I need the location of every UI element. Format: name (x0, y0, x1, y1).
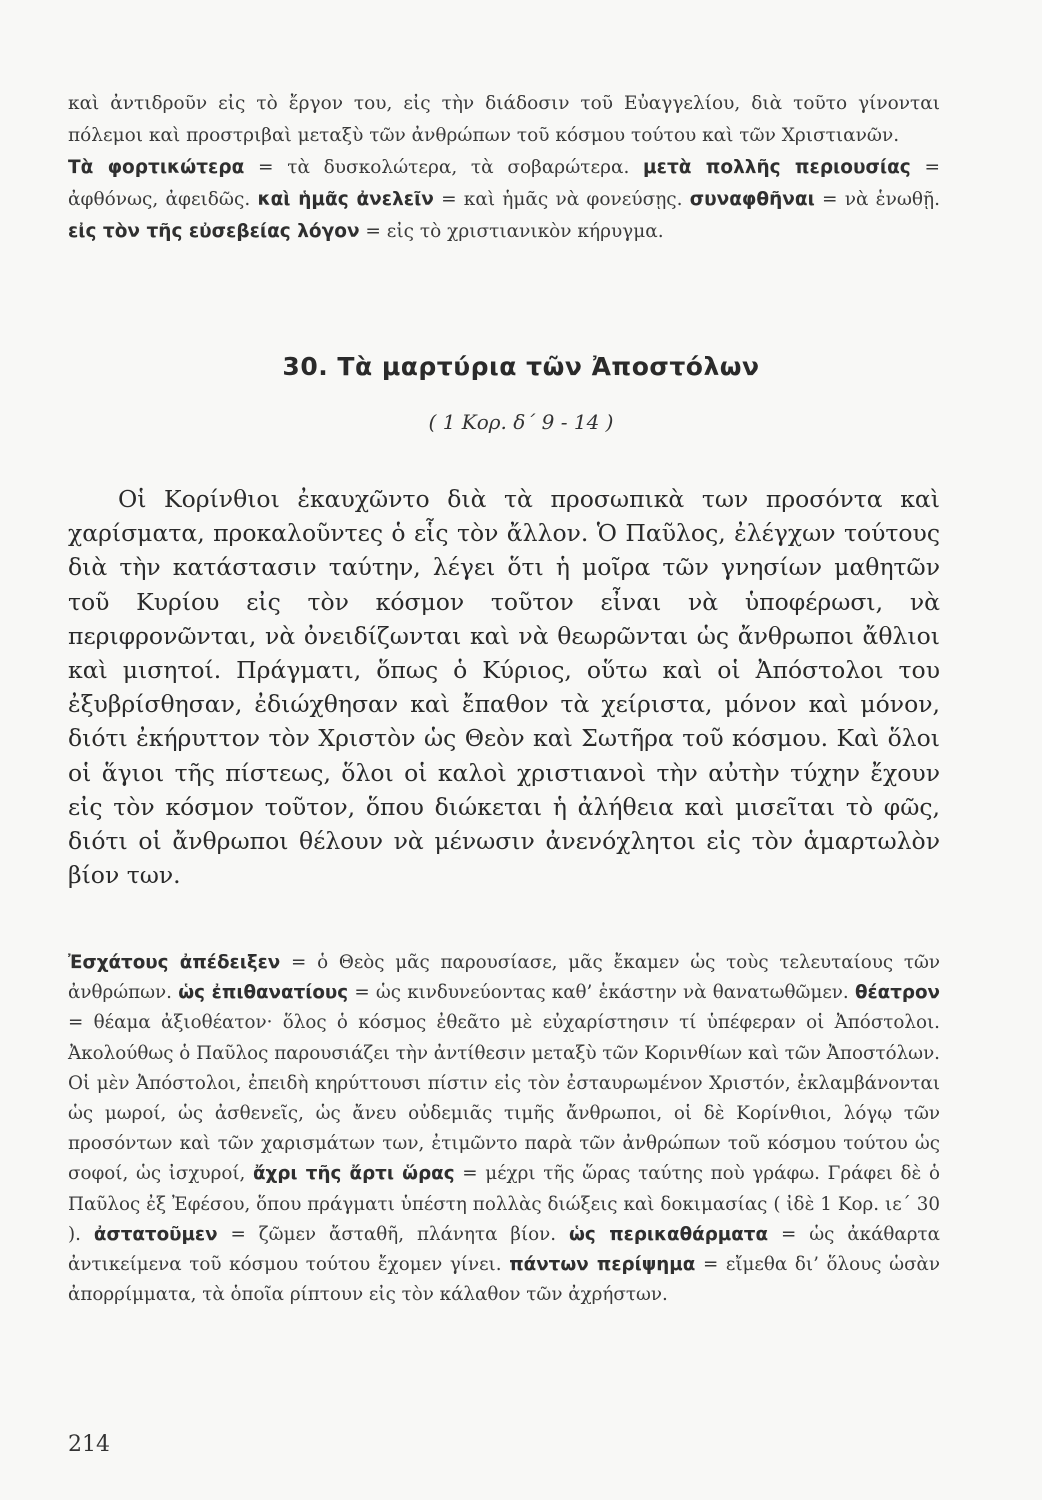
note-term: ὡς ἐπιθανατίους (178, 982, 349, 1004)
note-term: μετὰ πολλῆς περιουσίας (643, 157, 911, 178)
note-term: Ἐσχάτους ἀπέδειξεν (68, 952, 281, 973)
notes-top-paragraph-2 (68, 152, 940, 248)
section-title: 30. Τὰ μαρτύρια τῶν Ἀποστόλων (282, 352, 760, 381)
note-gloss: = ἀφθόνως, ἀφειδῶς. (68, 157, 940, 210)
note-gloss: = τὰ δυσκολώτερα, τὰ σοβαρώτερα. (244, 157, 644, 178)
note-gloss: = εἴμεθα δι’ ὅλους ὡσὰν ἀπορρίμματα, τὰ ὁποῖα ρίπτουν εἰς τὸν κάλαθον τῶν ἀχρήστων. (68, 1254, 941, 1306)
page-number: 214 (68, 1432, 110, 1457)
note-term: ἄχρι τῆς ἄρτι ὥρας (253, 1163, 455, 1185)
note-term: θέατρον (854, 982, 940, 1004)
note-gloss: = ὁ Θεὸς μᾶς παρουσίασε, μᾶς ἔκαμεν ὡς τοὺς τελευταίους τῶν ἀνθρώπων. (68, 952, 940, 1004)
note-term: πάντων περίψημα (509, 1254, 696, 1276)
note-gloss: = ζῶμεν ἄσταθῆ, πλάνητα βίον. (217, 1223, 569, 1245)
notes-top (68, 88, 940, 248)
note-term: καὶ ἡμᾶς ἀνελεῖν (257, 189, 434, 210)
note-gloss: = εἰς τὸ χριστιανικὸν κήρυγμα. (359, 221, 664, 242)
main-paragraph: Οἱ Κορίνθιοι ἐκαυχῶντο διὰ τὰ προσωπικὰ των προσόντα καὶ χαρίσματα, προκαλοῦντες ὁ εἷς τὸν ἄλλον. Ὁ Παῦλος, ἐλέγχων τούτους διὰ τὴν κατάστασιν ταύτην, λέγει ὅτι ἡ μοῖρα τῶν γνησίων μαθητῶν τοῦ Κυρίου εἰς τὸν κόσμον τοῦτον εἶναι νὰ ὑποφέρωσι, νὰ περιφρονῶνται, νὰ ὀνειδίζωνται καὶ νὰ θεωρῶνται ὡς ἄνθρωποι ἄθλιοι καὶ μισητοί. Πράγματι, ὅπως ὁ Κύριος, οὕτω καὶ οἱ Ἀπόστολοι του ἐξυβρίσθησαν, ἐδιώχθησαν καὶ ἔπαθον τὰ χείριστα, μόνον καὶ μόνον, διότι ἐκήρυττον τὸν Χριστὸν ὡς Θεὸν καὶ Σωτῆρα τοῦ κόσμου. Καὶ ὅλοι οἱ ἅγιοι τῆς πίστεως, ὅλοι οἱ καλοὶ χριστιανοὶ τὴν αὐτὴν τύχην ἔχουν εἰς τὸν κόσμον τοῦτον, ὅπου διώκεται ἡ ἀλήθεια καὶ μισεῖται τὸ φῶς, διότι οἱ ἄνθρωποι θέλουν νὰ μένωσιν ἀνενόχλητοι εἰς τὸν ἁμαρτωλὸν βίον των. (68, 485, 940, 890)
note-gloss: = ὡς ἀκάθαρτα ἀντικείμενα τοῦ κόσμου τούτου ἔχομεν γίνει. (68, 1223, 940, 1276)
note-gloss: = νὰ ἑνωθῇ. (814, 189, 941, 210)
note-gloss: = καὶ ἡμᾶς νὰ φονεύσῃς. (433, 189, 690, 210)
note-term: ὡς περικαθάρματα (568, 1223, 769, 1245)
note-term: εἰς τὸν τῆς εὐσεβείας λόγον (68, 221, 360, 242)
notes-bottom (68, 948, 940, 1310)
note-gloss: = θέαμα ἀξιοθέατον· ὅλος ὁ κόσμος ἐθεᾶτο μὲ εὐχαρίστησιν τί ὑπέφεραν οἱ Ἀπόστολοι. Ἀκολούθως ὁ Παῦλος παρουσιάζει τὴν ἀντίθεσιν μεταξὺ τῶν Κορινθίων καὶ τῶν Ἀποστόλων. Οἱ μὲν Ἀπόστολοι, ἐπειδὴ κηρύττουσι πίστιν εἰς τὸν ἐσταυρωμένον Χριστόν, ἐκλαμβάνονται ὡς μωροί, ὡς ἀσθενεῖς, ὡς ἄνευ οὐδεμιᾶς τιμῆς ἄνθρωποι, οἱ δὲ Κορίνθιοι, λόγῳ τῶν προσόντων καὶ τῶν χαρισμάτων των, ἐτιμῶντο παρὰ τῶν ἀνθρώπων τοῦ κόσμου τούτου ὡς σοφοί, ὡς ἰσχυροί, (68, 1012, 940, 1185)
note-gloss: = ὡς κινδυνεύοντας καθ’ ἑκάστην νὰ θανατωθῶμεν. (348, 982, 855, 1004)
scripture-reference: ( 1 Κορ. δ΄ 9 - 14 ) (428, 410, 614, 434)
note-term: ἀστατοῦμεν (93, 1223, 218, 1245)
note-term: συναφθῆναι (689, 189, 815, 210)
note-term: Τὰ φορτικώτερα (68, 157, 245, 178)
note-gloss: = μέχρι τῆς ὥρας ταύτης ποὺ γράφω. Γράφει δὲ ὁ Παῦλος ἐξ Ἐφέσου, ὅπου πράγματι ὑπέστη πολλὰς διώξεις καὶ δοκιμασίας ( ἰδὲ 1 Κορ. ιε΄ 30 ). (68, 1163, 941, 1245)
notes-top-paragraph-1: καὶ ἀντιδροῦν εἰς τὸ ἔργον του, εἰς τὴν διάδοσιν τοῦ Εὐαγγελίου, διὰ τοῦτο γίνονται πόλεμοι καὶ προστριβαὶ μεταξὺ τῶν ἀνθρώπων τοῦ κόσμου τούτου καὶ τῶν Χριστιανῶν. (68, 93, 940, 146)
